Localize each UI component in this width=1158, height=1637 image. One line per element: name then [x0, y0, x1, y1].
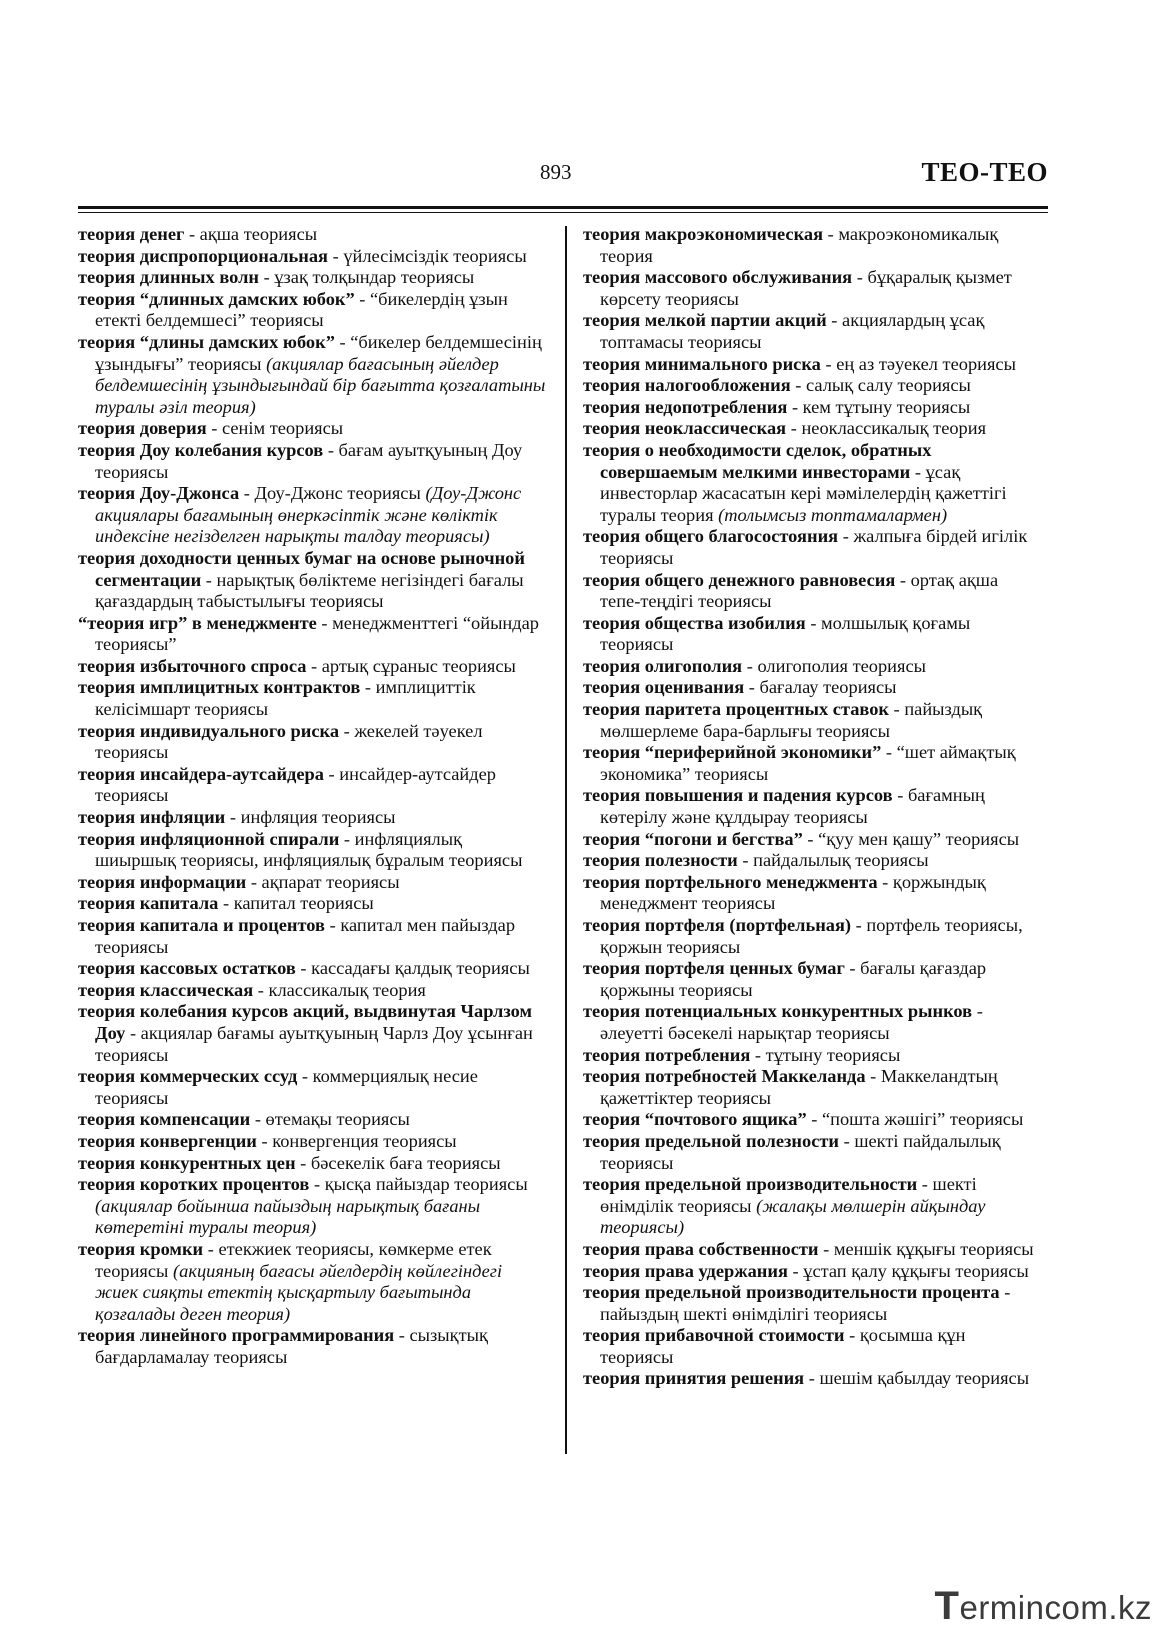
entry-separator: -: [201, 569, 217, 590]
header-rule-thin: [78, 212, 1048, 213]
column-divider: [565, 226, 567, 1454]
entry-definition: классикалық теория: [268, 979, 426, 1000]
dictionary-entry: [583, 1045, 1043, 1067]
entry-separator: -: [309, 1174, 325, 1195]
entry-separator: -: [805, 612, 822, 633]
dictionary-entry: [78, 1325, 546, 1368]
entry-separator: -: [184, 224, 200, 244]
entry-definition: “бикелер белдемшесінің ұзындығы” теориясы: [95, 331, 542, 374]
entry-definition: менеджменттегі “ойындар теориясы”: [95, 612, 539, 655]
dictionary-entry: [78, 807, 546, 829]
entry-definition: кем тұтыну теориясы: [802, 396, 971, 417]
header-rule-thick: [78, 206, 1048, 209]
entry-separator: -: [787, 396, 803, 417]
entry-definition: бағам ауытқуының Доу теориясы: [95, 439, 523, 482]
entry-definition: коммерциялық несие теориясы: [95, 1066, 478, 1108]
dictionary-entry: [78, 1066, 546, 1109]
entry-separator: -: [206, 418, 222, 439]
entry-definition: қоржындық менеджмент теориясы: [600, 871, 986, 914]
entry-separator: -: [250, 1109, 266, 1130]
entry-definition: жекелей тәуекел теориясы: [95, 720, 483, 763]
dictionary-entry: [78, 677, 546, 720]
watermark-logo: [935, 1584, 1152, 1629]
entry-term: теория о необходимости сделок, обратных совершаемым мелкими инвесторами: [583, 439, 932, 482]
entry-term: теория прибавочной стоимости: [583, 1325, 845, 1346]
entry-definition: ұсақ инвесторлар жасасатын кері мәмілелердің қажеттігі туралы теория: [600, 461, 1007, 525]
entry-term: теория принятия решения: [583, 1368, 805, 1389]
dictionary-entry: [583, 872, 1043, 915]
dictionary-entry: [583, 375, 1043, 397]
entry-term: теория недопотребления: [583, 396, 788, 417]
dictionary-entry: [583, 742, 1043, 785]
entry-term: теория портфеля (портфельная): [583, 915, 852, 935]
entry-separator: -: [826, 310, 843, 331]
entry-definition: молшылық қоғамы теориясы: [600, 612, 971, 655]
entry-separator: -: [910, 461, 926, 482]
entry-separator: -: [790, 375, 807, 396]
entry-definition: ең аз тәуекел теориясы: [836, 353, 1016, 374]
dictionary-entry: [583, 850, 1043, 872]
entry-term: теория денег: [78, 224, 185, 244]
entry-term: теория “периферийной экономики”: [583, 742, 882, 763]
entry-separator: -: [339, 828, 355, 849]
entry-definition: инфляция теориясы: [240, 807, 396, 828]
entry-term: теория “длины дамских юбок”: [78, 331, 335, 352]
dictionary-entry: [583, 526, 1043, 569]
entry-term: теория паритета процентных ставок: [583, 699, 889, 720]
dictionary-entry: [583, 354, 1043, 376]
entry-definition: бағалы қағаздар қоржыны теориясы: [600, 958, 987, 1000]
entry-separator: -: [881, 742, 897, 763]
dictionary-entry: [78, 332, 546, 418]
entry-term: теория имплицитных контрактов: [78, 677, 361, 698]
entry-term: теория повышения и падения курсов: [583, 785, 893, 806]
entry-definition: сенім теориясы: [222, 418, 344, 439]
entry-term: теория линейного программирования: [78, 1325, 395, 1346]
entry-separator: -: [334, 331, 351, 352]
entry-separator: -: [259, 267, 275, 288]
entry-definition: шекті өнімділік теориясы: [600, 1174, 977, 1216]
dictionary-entry: [583, 915, 1043, 958]
entry-separator: -: [295, 1152, 311, 1173]
entry-definition: портфель теориясы, қоржын теориясы: [600, 915, 1023, 957]
dictionary-entry: [583, 1261, 1043, 1283]
entry-separator: -: [839, 1130, 855, 1151]
entry-definition: жалпыға бірдей игілік теориясы: [600, 526, 1028, 568]
entry-separator: -: [316, 612, 333, 633]
dictionary-entry: [78, 872, 546, 894]
dictionary-entry: [78, 224, 546, 246]
entry-term: теория колебания курсов акций, выдвинутая Чарлзом Доу: [78, 1001, 532, 1043]
dictionary-entry: [583, 677, 1043, 699]
entry-separator: -: [256, 1130, 273, 1151]
entry-term: теория “длинных дамских юбок”: [78, 288, 355, 309]
entry-definition: қысқа пайыздар теориясы: [324, 1174, 528, 1195]
entry-term: теория права собственности: [583, 1238, 819, 1259]
dictionary-entry: [78, 980, 546, 1002]
entry-definition: олигополия теориясы: [757, 655, 927, 676]
entry-note: (толымсыз топтамалармен): [718, 504, 948, 525]
entry-separator: -: [806, 1109, 822, 1130]
entry-term: теория оценивания: [583, 677, 745, 698]
page-header-title: ТЕО-ТЕО: [921, 157, 1048, 187]
entry-definition: тұтыну теориясы: [765, 1044, 901, 1065]
entry-definition: пайыздық мөлшерлеме бара-барлығы теориясы: [600, 699, 983, 741]
entry-separator: -: [339, 720, 355, 741]
entry-term: теория потенциальных конкурентных рынков: [583, 1001, 973, 1022]
entry-note: (акциялар бағасының әйелдер белдемшесінің ұзындығындай бір бағытта қозғалатыны туралы әзіл теория): [95, 353, 546, 417]
dictionary-entry: [78, 289, 546, 332]
entry-separator: -: [323, 763, 340, 784]
dictionary-entry: [78, 418, 546, 440]
entry-definition: нарықтық бөліктеме негізіндегі бағалы қағаздардың табыстылығы теориясы: [95, 569, 524, 612]
dictionary-entry: [78, 764, 546, 807]
entry-separator: -: [744, 677, 760, 698]
dictionary-entry: [78, 483, 546, 548]
entry-term: теория коротких процентов: [78, 1174, 310, 1195]
entry-separator: -: [253, 979, 269, 1000]
dictionary-entry: [78, 1174, 546, 1239]
entry-definition: әлеуетті бәсекелі нарықтар теориясы: [600, 1022, 890, 1043]
right-column: [583, 224, 1043, 1390]
dictionary-entry: [583, 613, 1043, 656]
entry-definition: имплициттік келісімшарт теориясы: [95, 677, 476, 720]
entry-term: теория капитала и процентов: [78, 915, 325, 935]
entry-term: теория “почтового ящика”: [583, 1109, 807, 1130]
entry-separator: -: [999, 1282, 1011, 1303]
dictionary-entry: [583, 418, 1043, 440]
entry-definition: акциялар бағамы ауытқуының Чарлз Доу ұсынған теориясы: [95, 1022, 533, 1065]
entry-separator: -: [823, 224, 839, 244]
entry-separator: -: [737, 850, 754, 871]
entry-term: теория предельной полезности: [583, 1130, 840, 1151]
entry-term: теория инфляции: [78, 807, 226, 828]
entry-term: теория налогообложения: [583, 375, 791, 396]
dictionary-entry: [78, 721, 546, 764]
entry-definition: ақпарат теориясы: [261, 871, 400, 892]
entry-definition: қосымша құн теориясы: [600, 1325, 966, 1367]
entry-term: теория кромки: [78, 1238, 204, 1259]
dictionary-entry: [583, 1239, 1043, 1261]
entry-separator: -: [844, 958, 861, 979]
entry-separator: -: [895, 569, 911, 590]
dictionary-entry: [583, 267, 1043, 310]
entry-definition: неоклассикалық теория: [801, 418, 987, 439]
entry-term: теория инфляционной спирали: [78, 828, 340, 849]
entry-term: теория общего благосостояния: [583, 526, 839, 547]
entry-separator: -: [218, 893, 234, 914]
entry-definition: “бикелердің ұзын етекті белдемшесі” теориясы: [95, 288, 508, 331]
dictionary-entry: [78, 440, 546, 483]
dictionary-entry: [583, 224, 1043, 267]
entry-term: теория классическая: [78, 979, 254, 1000]
entry-separator: -: [818, 1238, 834, 1259]
entry-term: теория минимального риска: [583, 353, 821, 374]
entry-term: теория информации: [78, 871, 247, 892]
entry-term: теория “погони и бегства”: [583, 828, 803, 849]
entry-definition: бәсекелік баға теориясы: [310, 1152, 501, 1173]
entry-definition: Доу-Джонс теориясы: [254, 483, 421, 504]
dictionary-entry: [583, 1174, 1043, 1239]
entry-term: “теория игр” в менеджменте: [78, 612, 317, 633]
dictionary-entry: [583, 785, 1043, 828]
entry-definition: инфляциялық шиыршық теориясы, инфляциялық бұралым теориясы: [95, 828, 523, 871]
entry-definition: шекті пайдалылық теориясы: [600, 1130, 1001, 1173]
entry-term: теория инсайдера-аутсайдера: [78, 763, 324, 784]
entry-separator: -: [306, 655, 322, 676]
dictionary-entry: [583, 1325, 1043, 1368]
entry-definition: салық салу теориясы: [806, 375, 971, 396]
entry-separator: -: [851, 915, 867, 935]
entry-term: теория капитала: [78, 893, 219, 914]
entry-note: (жалақы мөлшерін айқындау теориясы): [600, 1195, 986, 1238]
entry-definition: сызықтық бағдарламалау теориясы: [95, 1325, 488, 1367]
entry-term: теория потребления: [583, 1044, 751, 1065]
entry-term: теория конкурентных цен: [78, 1152, 296, 1173]
entry-term: теория олигополия: [583, 655, 743, 676]
entry-separator: -: [297, 1066, 313, 1087]
entry-definition: бағалау теориясы: [759, 677, 897, 698]
entry-definition: бұқаралық қызмет көрсету теориясы: [600, 267, 1012, 309]
entry-term: теория коммерческих ссуд: [78, 1066, 298, 1087]
entry-separator: -: [787, 1260, 804, 1281]
entry-definition: капитал мен пайыздар теориясы: [95, 915, 516, 957]
entry-term: теория потребностей Маккеланда: [583, 1066, 866, 1087]
entry-separator: -: [203, 1238, 219, 1259]
dictionary-entry: [583, 310, 1043, 353]
entry-definition: шешім қабылдау теориясы: [819, 1368, 1030, 1389]
entry-definition: етекжиек теориясы, көмкерме етек теориясы: [95, 1238, 492, 1281]
entry-term: теория диспропорциональная: [78, 245, 328, 266]
entry-separator: -: [852, 267, 868, 288]
entry-definition: акциялардың ұсақ топтамасы теориясы: [600, 310, 985, 352]
entry-definition: артық сұраныс теориясы: [321, 655, 516, 676]
entry-term: теория общего денежного равновесия: [583, 569, 896, 590]
entry-separator: -: [354, 288, 371, 309]
entry-definition: макроэкономикалық теория: [600, 224, 999, 266]
dictionary-entry: [583, 1066, 1043, 1109]
entry-separator: -: [323, 439, 339, 460]
dictionary-entry: [583, 699, 1043, 742]
entry-term: теория избыточного спроса: [78, 655, 307, 676]
dictionary-entry: [583, 958, 1043, 1001]
dictionary-entry: [78, 1001, 546, 1066]
entry-definition: пайдалылық теориясы: [753, 850, 929, 871]
dictionary-entry: [78, 548, 546, 613]
entry-definition: ұстап қалу құқығы теориясы: [803, 1260, 1029, 1281]
left-column: [78, 224, 546, 1368]
dictionary-entry: [583, 1109, 1043, 1131]
entry-separator: -: [328, 245, 344, 266]
entry-separator: -: [394, 1325, 410, 1346]
dictionary-entry: [78, 246, 546, 268]
dictionary-entry: [583, 440, 1043, 526]
dictionary-entry: [78, 893, 546, 915]
entry-definition: “шет аймақтық экономика” теориясы: [600, 742, 1016, 784]
entry-term: теория длинных волн: [78, 267, 259, 288]
dictionary-entry: [78, 829, 546, 872]
entry-term: теория Доу колебания курсов: [78, 439, 324, 460]
entry-note: (акциялар бойынша пайыздың нарықтық бағаны көтеретіні туралы теория): [95, 1195, 481, 1238]
entry-definition: ортақ ақша тепе-теңдігі теориясы: [600, 569, 999, 612]
entry-separator: -: [844, 1325, 860, 1346]
entry-note: (акцияның бағасы әйелдердің көйлегіндегі жиек сияқты етектің қысқартылу бағытында қозғалады деген теория): [95, 1260, 503, 1324]
dictionary-entry: [78, 1153, 546, 1175]
entry-separator: -: [889, 699, 905, 720]
entry-separator: -: [225, 807, 241, 828]
entry-separator: -: [125, 1022, 141, 1043]
dictionary-entry: [583, 1282, 1043, 1325]
entry-separator: -: [877, 871, 893, 892]
dictionary-entry: [583, 1368, 1043, 1390]
entry-separator: -: [972, 1001, 983, 1022]
entry-term: теория массового обслуживания: [583, 267, 853, 288]
dictionary-entry: [583, 1131, 1043, 1174]
entry-separator: -: [295, 958, 312, 979]
entry-term: теория макроэкономическая: [583, 224, 824, 244]
entry-definition: капитал теориясы: [233, 893, 374, 914]
dictionary-entry: [78, 915, 546, 958]
entry-definition: конвергенция теориясы: [272, 1130, 457, 1151]
entry-term: теория конвергенции: [78, 1130, 257, 1151]
entry-separator: -: [820, 353, 837, 374]
entry-separator: -: [246, 871, 262, 892]
entry-note: (Доу-Джонс акциялары бағамының өнеркәсіптік және көліктік индексіне негізделген нарықты талдау теориясы): [95, 483, 522, 547]
entry-separator: -: [324, 915, 341, 935]
entry-term: теория неоклассическая: [583, 418, 787, 439]
dictionary-entry: [78, 1109, 546, 1131]
entry-term: теория предельной производительности: [583, 1174, 918, 1195]
entry-separator: -: [892, 785, 908, 806]
entry-term: теория кассовых остатков: [78, 958, 296, 979]
entry-separator: -: [742, 655, 758, 676]
entry-term: теория Доу-Джонса: [78, 483, 240, 504]
entry-definition: өтемақы теориясы: [265, 1109, 410, 1130]
entry-definition: үйлесімсіздік теориясы: [343, 245, 527, 266]
entry-definition: меншік құқығы теориясы: [833, 1238, 1034, 1259]
dictionary-entry: [78, 1131, 546, 1153]
entry-separator: -: [750, 1044, 766, 1065]
entry-term: теория мелкой партии акций: [583, 310, 827, 331]
entry-separator: -: [360, 677, 376, 698]
entry-term: теория доходности ценных бумаг на основе рыночной сегментации: [78, 547, 525, 590]
watermark-rest: ermincom.kz: [959, 1589, 1152, 1626]
entry-term: теория полезности: [583, 850, 738, 871]
dictionary-entry: [78, 1239, 546, 1325]
watermark-first-letter: T: [934, 1584, 960, 1628]
entry-definition: пайыздың шекті өнімділігі теориясы: [600, 1303, 888, 1324]
entry-term: теория портфельного менеджмента: [583, 871, 878, 892]
entry-separator: -: [239, 483, 255, 504]
dictionary-entry: [78, 656, 546, 678]
entry-separator: -: [802, 828, 819, 849]
entry-term: теория компенсации: [78, 1109, 251, 1130]
page-number: 893: [540, 160, 572, 184]
entry-definition: кассадағы қалдық теориясы: [311, 958, 530, 979]
entry-term: теория права удержания: [583, 1260, 788, 1281]
entry-definition: Маккеландтың қажеттіктер теориясы: [600, 1066, 998, 1108]
entry-separator: -: [838, 526, 854, 547]
entry-separator: -: [865, 1066, 881, 1087]
entry-term: теория портфеля ценных бумаг: [583, 958, 845, 979]
entry-term: теория индивидуального риска: [78, 720, 340, 741]
dictionary-entry: [583, 1001, 1043, 1044]
entry-term: теория предельной производительности процента: [583, 1282, 1000, 1303]
entry-definition: бағамның көтерілу және құлдырау теориясы: [600, 785, 985, 828]
dictionary-entry: [78, 958, 546, 980]
dictionary-entry: [583, 829, 1043, 851]
entry-term: теория доверия: [78, 418, 207, 439]
entry-definition: “қуу мен қашу” теориясы: [818, 828, 1020, 849]
dictionary-entry: [78, 613, 546, 656]
entry-separator: -: [786, 418, 802, 439]
entry-separator: -: [804, 1368, 820, 1389]
entry-definition: ақша теориясы: [199, 224, 318, 244]
dictionary-entry: [78, 267, 546, 289]
entry-definition: “пошта жәшігі” теориясы: [821, 1109, 1024, 1130]
dictionary-entry: [583, 570, 1043, 613]
entry-separator: -: [917, 1174, 933, 1195]
entry-definition: ұзақ толқындар теориясы: [274, 267, 475, 288]
entry-definition: инсайдер-аутсайдер теориясы: [95, 763, 496, 806]
dictionary-entry: [583, 397, 1043, 419]
dictionary-entry: [583, 656, 1043, 678]
entry-term: теория общества изобилия: [583, 612, 806, 633]
